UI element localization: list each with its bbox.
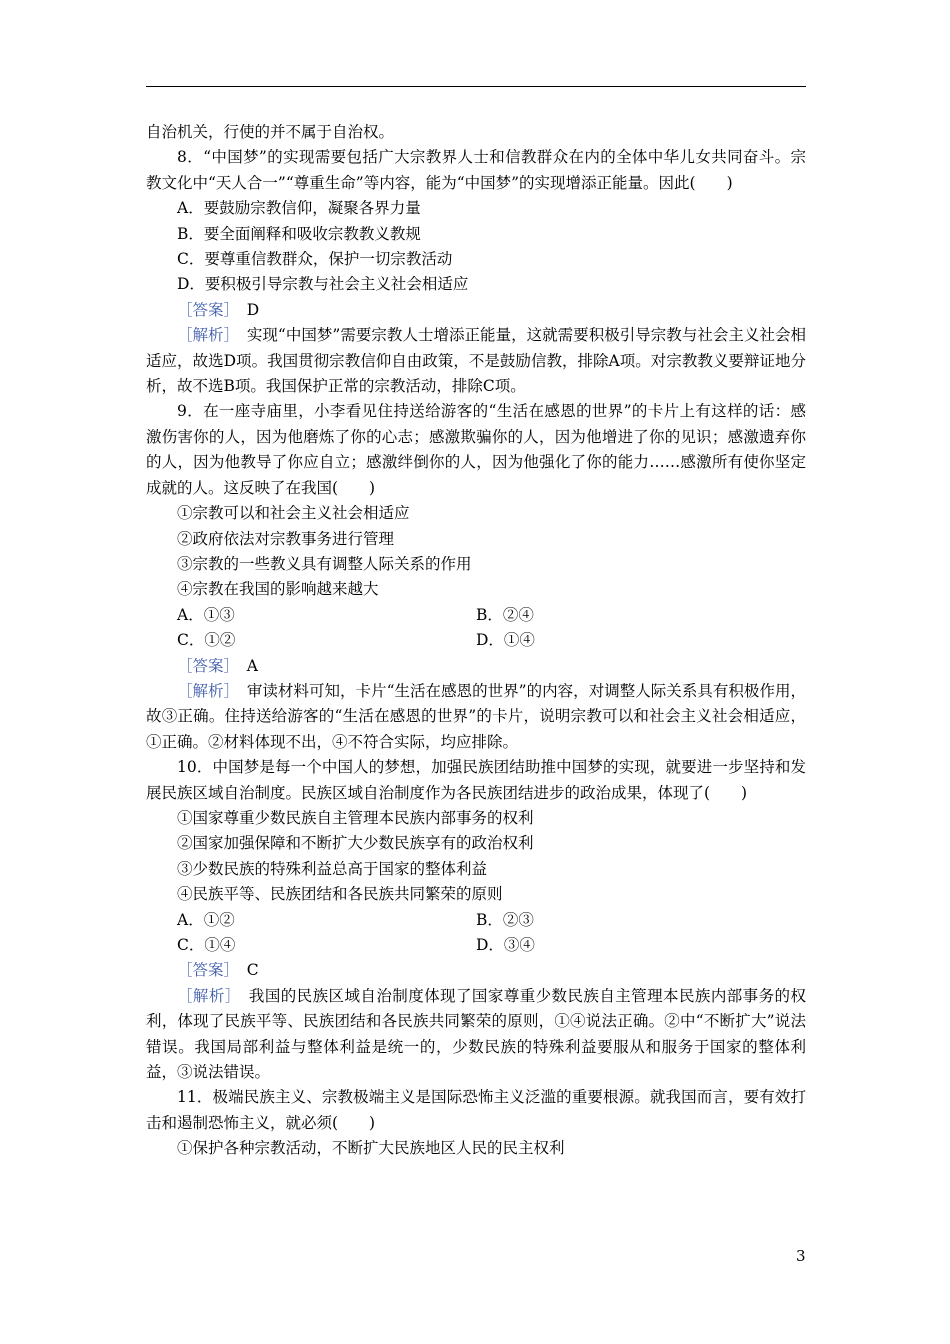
analysis-label: ［解析］ [177,986,233,1005]
q10-statement-4: ④民族平等、民族团结和各民族共同繁荣的原则 [177,885,503,904]
q10-analysis-text: 我国的民族区域自治制度体现了国家尊重少数民族自主管理本民族内部事务的权利，体现了民族平等、民族团结和各民族共同繁荣的原则，①④说法正确。②中“不断扩大”说法错误。我国局部利益与整体利益是统一的，少数民族的特殊利益要服从和服务于国家的整体利益，③说法错误。 [146,986,806,1082]
q9-options-row-2 [146,628,806,653]
q8-analysis-text: 实现“中国梦”需要宗教人士增添正能量，这就需要积极引导宗教与社会主义社会相适应，故选D项。我国贯彻宗教信仰自由政策，不是鼓励信教，排除A项。对宗教教义要辩证地分析，故不选B项。我国保护正常的宗教活动，排除C项。 [146,326,806,396]
q8-answer-value: D [246,300,260,319]
q9-stem: 9．在一座寺庙里，小李看见住持送给游客的“生活在感恩的世界”的卡片上有这样的话：感激伤害你的人，因为他磨炼了你的心志；感激欺骗你的人，因为他增进了你的见识；感激遗弃你的人，因为他教导了你应自立；感激绊倒你的人，因为他强化了你的能力……感激所有使你坚定成就的人。这反映了在我国( ) [146,402,806,497]
q10-option-b: B．②③ [476,910,534,929]
q9-options-row-1 [146,603,806,628]
q9-statement-4: ④宗教在我国的影响越来越大 [177,580,379,599]
q9-option-d: D．①④ [476,631,535,650]
q8-option-c: C．要尊重信教群众，保护一切宗教活动 [177,250,453,269]
q10-stem: 10．中国梦是每一个中国人的梦想，加强民族团结助推中国梦的实现，就要进一步坚持和发展民族区域自治制度。民族区域自治制度作为各民族团结进步的政治成果，体现了( ) [146,758,806,802]
answer-label: ［答案］ [177,656,232,675]
q9-answer [146,654,806,679]
header-rule [146,86,806,87]
q9-answer-value: A [246,656,258,675]
q10-options-row-2 [146,933,806,958]
q10-statement-2: ②国家加强保障和不断扩大少数民族享有的政治权利 [177,834,534,853]
q9-analysis-text: 审读材料可知，卡片“生活在感恩的世界”的内容，对调整人际关系具有积极作用，故③正确。住持送给游客的“生活在感恩的世界”的卡片，说明宗教可以和社会主义社会相适应，①正确。②材料体现不出，④不符合实际，均应排除。 [146,681,806,751]
q9-analysis [146,679,806,755]
q10-answer [146,958,806,983]
q10-option-a: A．①② [177,910,235,929]
q10-analysis [146,984,806,1086]
q11-statement-1: ①保护各种宗教活动，不断扩大民族地区人民的民主权利 [177,1139,565,1158]
q9-statement-2: ②政府依法对宗教事务进行管理 [177,529,395,548]
page-number: 3 [796,1247,806,1265]
answer-label: ［答案］ [177,300,232,319]
q8-option-b: B．要全面阐释和吸收宗教教义教规 [177,224,421,243]
q9-option-a: A．①③ [177,605,235,624]
q8-stem: 8．“中国梦”的实现需要包括广大宗教界人士和信教群众在内的全体中华儿女共同奋斗。宗教文化中“天人合一”“尊重生命”等内容，能为“中国梦”的实现增添正能量。因此( ) [146,148,806,192]
analysis-label: ［解析］ [177,681,232,700]
q10-statement-3: ③少数民族的特殊利益总高于国家的整体利益 [177,859,488,878]
q8-option-d: D．要积极引导宗教与社会主义社会相适应 [177,275,469,294]
q9-statement-1: ①宗教可以和社会主义社会相适应 [177,504,410,523]
q8-option-a: A．要鼓励宗教信仰，凝聚各界力量 [177,199,421,218]
q9-option-b: B．②④ [476,605,534,624]
q9-statement-3: ③宗教的一些教义具有调整人际关系的作用 [177,554,472,573]
q10-options-row-1 [146,908,806,933]
q11-stem: 11．极端民族主义、宗教极端主义是国际恐怖主义泛滥的重要根源。就我国而言，要有效打击和遏制恐怖主义，就必须( ) [146,1088,806,1132]
answer-label: ［答案］ [177,961,232,980]
q10-answer-value: C [246,961,259,980]
q8-analysis [146,323,806,399]
q8-answer [146,298,806,323]
q9-option-c: C．①② [177,631,236,650]
q10-option-d: D．③④ [476,936,535,954]
analysis-label: ［解析］ [177,326,232,345]
page-content [146,120,806,1162]
q10-statement-1: ①国家尊重少数民族自主管理本民族内部事务的权利 [177,808,534,827]
lead-text: 自治机关，行使的并不属于自治权。 [146,123,395,141]
q10-option-c: C．①④ [177,936,236,954]
